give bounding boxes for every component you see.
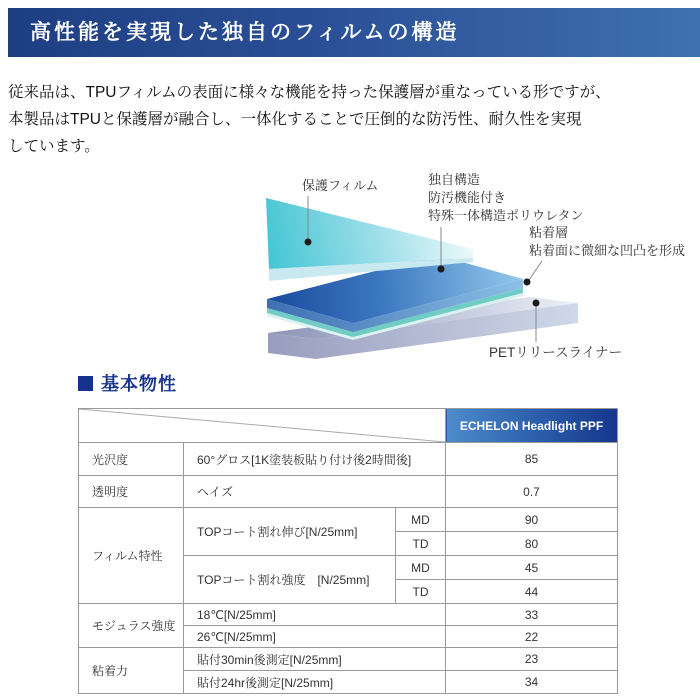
value-cell: 44	[446, 580, 618, 604]
value-cell: 80	[446, 532, 618, 556]
product-column-header: ECHELON Headlight PPF	[446, 409, 618, 443]
table-row	[79, 648, 618, 671]
intro-line-2: 本製品はTPUと保護層が融合し、一体化することで圧倒的な防汚性、耐久性を実現	[8, 111, 582, 128]
label-unique-structure: 独自構造 防汚機能付き 特殊一体構造ポリウレタン	[428, 172, 584, 223]
direction-cell: MD	[396, 508, 446, 532]
basic-properties-table	[78, 408, 618, 694]
table-row	[79, 604, 618, 626]
table-row	[79, 476, 618, 508]
test-cell: 18℃[N/25mm]	[184, 604, 446, 626]
table-header-row	[79, 409, 618, 443]
category-cell: 光沢度	[79, 443, 184, 476]
value-cell: 23	[446, 648, 618, 671]
direction-cell: TD	[396, 532, 446, 556]
page-title: 高性能を実現した独自のフィルムの構造	[30, 20, 460, 44]
table-row	[79, 443, 618, 476]
table-row	[79, 508, 618, 532]
direction-cell: TD	[396, 580, 446, 604]
test-cell: 貼付30min後測定[N/25mm]	[184, 648, 446, 671]
value-cell: 34	[446, 671, 618, 694]
value-cell: 90	[446, 508, 618, 532]
label-protective-film: 保護フィルム	[302, 178, 379, 193]
value-cell: 45	[446, 556, 618, 580]
intro-line-1: 従来品は、TPUフィルムの表面に様々な機能を持った保護層が重なっている形ですが、	[8, 84, 611, 101]
label-adhesive-layer: 粘着層 粘着面に微細な凹凸を形成	[529, 225, 686, 258]
category-cell: 粘着力	[79, 648, 184, 694]
direction-cell: MD	[396, 556, 446, 580]
basic-properties-heading	[78, 370, 177, 396]
marker-dot	[524, 279, 531, 286]
test-cell: 26℃[N/25mm]	[184, 626, 446, 648]
marker-dot	[533, 300, 540, 307]
test-cell: 60°グロス[1K塗装板貼り付け後2時間後]	[184, 443, 446, 476]
test-cell: TOPコート割れ強度 [N/25mm]	[184, 556, 396, 604]
value-cell: 22	[446, 626, 618, 648]
category-cell: 透明度	[79, 476, 184, 508]
diagonal-divider	[79, 409, 445, 442]
section-bullet-square-icon	[78, 376, 93, 391]
header-empty-cell	[79, 409, 446, 443]
test-cell: ヘイズ	[184, 476, 446, 508]
test-cell: 貼付24hr後測定[N/25mm]	[184, 671, 446, 694]
intro-line-3: しています。	[8, 138, 100, 155]
section-title: 基本物性	[101, 374, 177, 394]
label-pet-liner: PETリリースライナー	[489, 345, 623, 360]
category-cell: フィルム特性	[79, 508, 184, 604]
value-cell: 85	[446, 443, 618, 476]
value-cell: 33	[446, 604, 618, 626]
category-cell: モジュラス強度	[79, 604, 184, 648]
marker-dot	[305, 239, 312, 246]
test-cell: TOPコート割れ伸び[N/25mm]	[184, 508, 396, 556]
value-cell: 0.7	[446, 476, 618, 508]
marker-dot	[438, 266, 445, 273]
